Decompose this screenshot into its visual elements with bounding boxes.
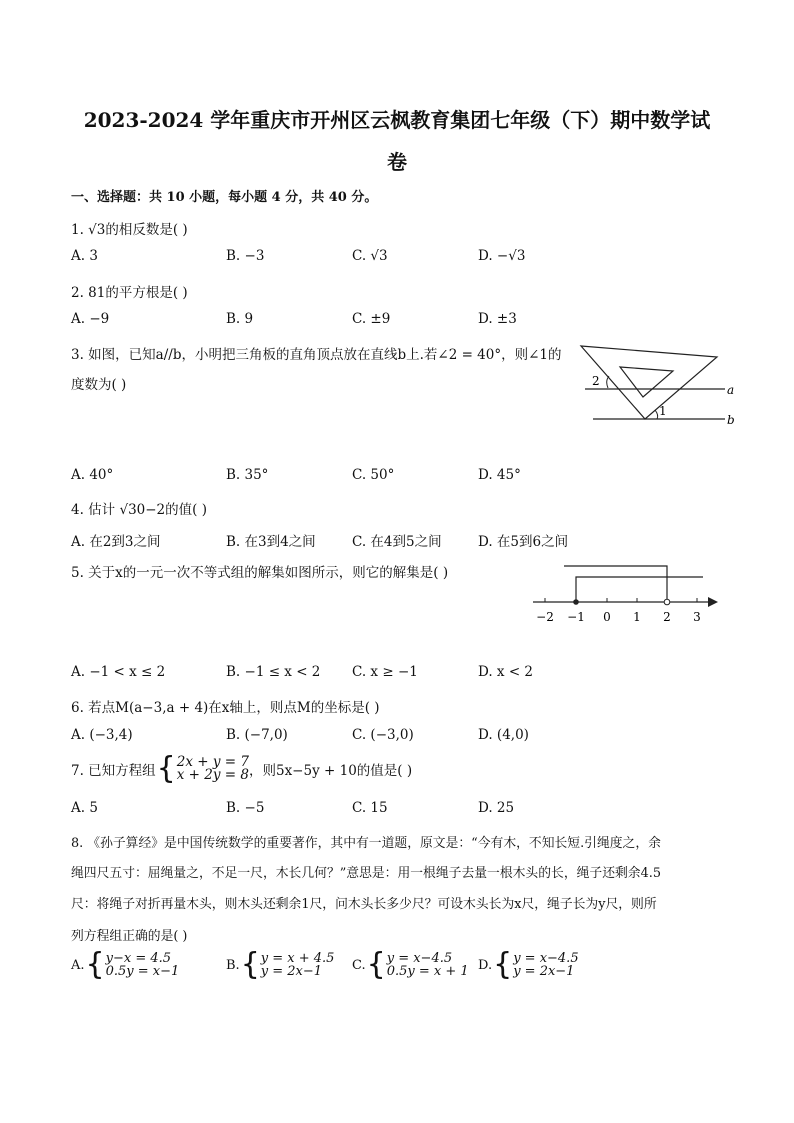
question-5-stem: 5. 关于x的一元一次不等式组的解集如图所示，则它的解集是( ) (71, 565, 449, 581)
question-8-line4: 列方程组正确的是( ) (71, 929, 188, 944)
question-3-stem-line2: 度数为( ) (71, 377, 127, 393)
option-label: C. (352, 957, 366, 973)
question-8-line1: 8. 《孙子算经》是中国传统数学的重要著作，其中有一道题，原文是：“今有木，不知长短.引绳度之，余 (71, 836, 661, 851)
equation-2: 0.5y = x + 1 (386, 964, 469, 979)
question-7-option-c: C. 15 (352, 800, 388, 816)
equation-1: 2x + y = 7 (176, 754, 249, 770)
option-label: D. (478, 957, 493, 973)
tick-label: −1 (567, 610, 585, 624)
label-b: b (727, 413, 735, 427)
question-4-option-c: C. 在4到5之间 (352, 534, 442, 550)
question-5-option-c: C. x ≥ −1 (352, 664, 418, 680)
question-8-line3: 尺：将绳子对折再量木头，则木头还剩余1尺，问木头长多少尺？可设木头长为x尺，绳子长为y尺，则所 (71, 897, 657, 912)
equation-1: y−x = 4.5 (105, 951, 172, 966)
question-3-option-c: C. 50° (352, 467, 395, 483)
question-1-option-a: A. 3 (71, 248, 98, 264)
brace-glyph: { (366, 947, 386, 982)
tick-label: 1 (633, 610, 641, 624)
question-3-option-b: B. 35° (226, 467, 269, 483)
triangle-figure (575, 340, 735, 440)
equation-1: y = x−4.5 (386, 951, 453, 966)
question-7-stem (71, 751, 413, 786)
tick-label: 2 (663, 610, 671, 624)
question-2-option-d: D. ±3 (478, 311, 517, 327)
question-2-option-c: C. ±9 (352, 311, 391, 327)
question-8-option-c (352, 947, 469, 982)
question-3-option-a: A. 40° (71, 467, 114, 483)
tick-label: 0 (603, 610, 611, 624)
tick-label: −2 (536, 610, 554, 624)
angle-1-arc (655, 410, 658, 419)
brace-glyph: { (85, 947, 105, 982)
brace-glyph: { (240, 947, 260, 982)
question-3-stem-line1: 3. 如图，已知a//b，小明把三角板的直角顶点放在直线b上.若∠2 = 40°，则∠1的 (71, 347, 562, 363)
question-4-option-b: B. 在3到4之间 (226, 534, 316, 550)
equation-system (177, 756, 249, 782)
question-6-stem: 6. 若点M(a−3,a + 4)在x轴上，则点M的坐标是( ) (71, 700, 380, 716)
section-heading: 一、选择题：共 10 小题，每小题 4 分，共 40 分。 (71, 190, 378, 205)
question-6-option-d: D. (4,0) (478, 727, 529, 743)
question-2-option-a: A. −9 (71, 311, 110, 327)
question-3-option-d: D. 45° (478, 467, 521, 483)
equation-2: y = 2x−1 (513, 964, 575, 979)
triangle-outer (581, 346, 717, 419)
question-6-option-a: A. (−3,4) (71, 727, 133, 743)
question-2-stem: 2. 81的平方根是( ) (71, 285, 188, 301)
question-2-option-b: B. 9 (226, 311, 254, 327)
question-7-prefix: 7. 已知方程组 (71, 763, 156, 779)
question-5-option-b: B. −1 ≤ x < 2 (226, 664, 321, 680)
solution-ray-right (576, 577, 703, 602)
solution-ray-left (564, 566, 667, 602)
question-8-line2: 绳四尺五寸：屈绳量之，不足一尺，木长几何？”意思是：用一根绳子去量一根木头的长，绳子还剩余4.5 (71, 866, 661, 881)
equation-2: x + 2y = 8 (176, 767, 249, 783)
label-a: a (727, 383, 735, 397)
triangle-inner (620, 367, 673, 397)
equation-2: 0.5y = x−1 (105, 964, 180, 979)
question-6-option-b: B. (−7,0) (226, 727, 288, 743)
question-7-option-b: B. −5 (226, 800, 265, 816)
question-4-option-a: A. 在2到3之间 (71, 534, 161, 550)
number-line-figure (528, 560, 728, 630)
question-8-option-b (226, 947, 335, 982)
equation-2: y = 2x−1 (260, 964, 323, 979)
tick-label: 3 (693, 610, 701, 624)
question-1-stem: 1. √3的相反数是( ) (71, 222, 188, 238)
equation-1: y = x + 4.5 (260, 951, 335, 966)
question-7-suffix: ，则5x−5y + 10的值是( ) (248, 763, 413, 779)
question-1-option-d: D. −√3 (478, 248, 526, 264)
question-5-option-d: D. x < 2 (478, 664, 534, 680)
label-angle-1: 1 (659, 404, 667, 418)
question-8-option-a (71, 947, 180, 982)
question-7-option-d: D. 25 (478, 800, 515, 816)
brace-glyph: { (493, 947, 513, 982)
question-4-stem: 4. 估计 √30−2的值( ) (71, 502, 207, 518)
number-line-arrow (708, 597, 718, 607)
page-title-line1: 2023-2024 学年重庆市开州区云枫教育集团七年级（下）期中数学试 (83, 108, 711, 132)
question-7-option-a: A. 5 (71, 800, 98, 816)
option-label: A. (71, 957, 85, 973)
question-5-option-a: A. −1 < x ≤ 2 (71, 664, 166, 680)
question-1-option-c: C. √3 (352, 248, 388, 264)
brace-glyph: { (156, 751, 176, 786)
page-title-line2: 卷 (387, 150, 407, 174)
label-angle-2: 2 (592, 374, 600, 388)
question-8-option-d (478, 947, 579, 982)
closed-point (573, 599, 579, 605)
equation-1: y = x−4.5 (513, 951, 579, 966)
question-4-option-d: D. 在5到6之间 (478, 534, 569, 550)
option-label: B. (226, 957, 240, 973)
question-1-option-b: B. −3 (226, 248, 265, 264)
open-point (664, 599, 670, 605)
question-6-option-c: C. (−3,0) (352, 727, 414, 743)
